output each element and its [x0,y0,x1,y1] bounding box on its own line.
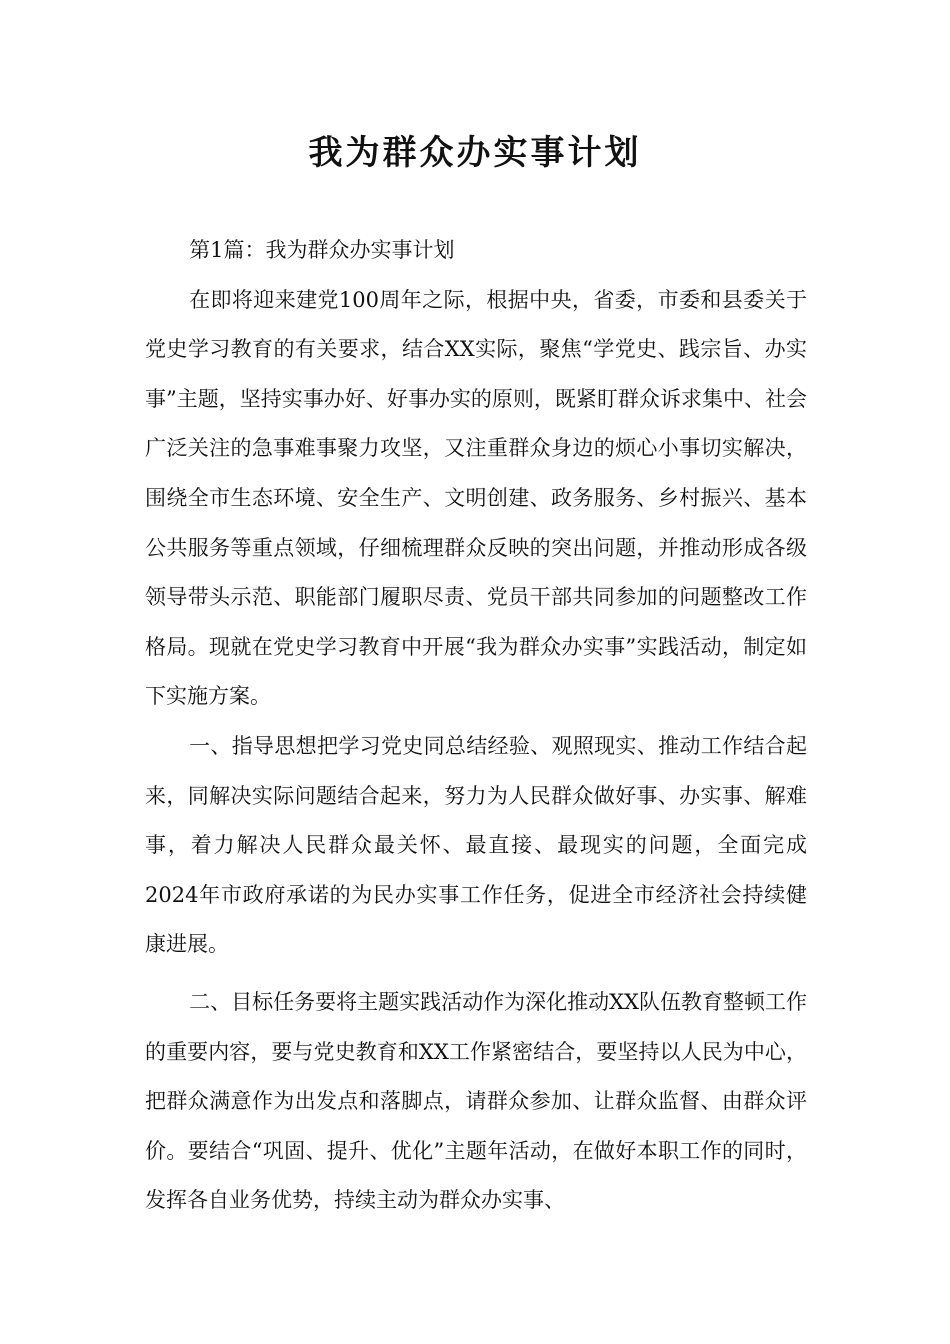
paragraph-intro: 在即将迎来建党100周年之际，根据中央，省委，市委和县委关于党史学习教育的有关要求，结合XX实际，聚焦“学党史、践宗旨、办实事”主题，坚持实事办好、好事办实的原则，既紧盯群众诉求集中、社会广泛关注的急事难事聚力攻坚，又注重群众身边的烦心小事切实解决，围绕全市生态环境、安全生产、文明创建、政务服务、乡村振兴、基本公共服务等重点领域，仔细梳理群众反映的突出问题，并推动形成各级领导带头示范、职能部门履职尽责、党员干部共同参加的问题整改工作格局。现就在党史学习教育中开展“我为群众办实事”实践活动，制定如下实施方案。 [145,287,807,709]
paragraph-goals-tasks: 二、目标任务要将主题实践活动作为深化推动XX队伍教育整顿工作的重要内容，要与党史教育和XX工作紧密结合，要坚持以人民为中心，把群众满意作为出发点和落脚点，请群众参加、让群众监督、由群众评价。要结合“巩固、提升、优化”主题年活动，在做好本职工作的同时，发挥各自业务优势，持续主动为群众办实事、 [145,989,807,1213]
document-body [145,226,807,1226]
section-heading: 第1篇：我为群众办实事计划 [189,238,455,262]
paragraph-guiding-ideology: 一、指导思想把学习党史同总结经验、观照现实、推动工作结合起来，同解决实际问题结合起来，努力为人民群众做好事、办实事、解难事，着力解决人民群众最关怀、最直接、最现实的问题，全面完成2024年市政府承诺的为民办实事工作任务，促进全市经济社会持续健康进展。 [145,733,807,957]
document-title: 我为群众办实事计划 [308,133,642,173]
